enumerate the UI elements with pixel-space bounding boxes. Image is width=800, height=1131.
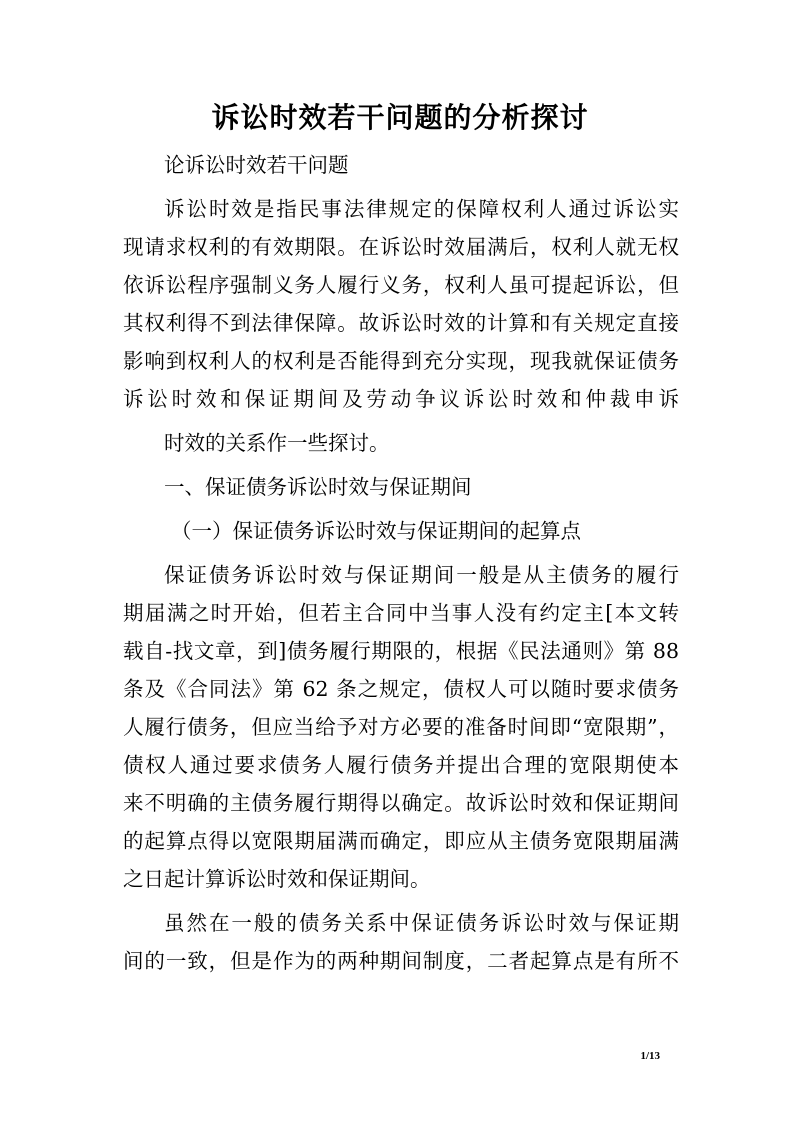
paragraph-line: 之日起计算诉讼时效和保证期间。 bbox=[123, 867, 431, 891]
paragraph-line: 虽然在一般的债务关系中保证债务诉讼时效与保证期 bbox=[164, 911, 679, 935]
document-title: 诉讼时效若干问题的分析探讨 bbox=[211, 101, 589, 134]
paragraph-line: 条及《合同法》第 62 条之规定，债权人可以随时要求债务 bbox=[123, 677, 679, 701]
paragraph-line: 期届满之时开始，但若主合同中当事人没有约定主[本文转 bbox=[123, 601, 679, 625]
document-body bbox=[123, 146, 679, 980]
paragraph-line: 影响到权利人的权利是否能得到充分实现，现我就保证债务 bbox=[123, 349, 679, 373]
paragraph-line: 人履行债务，但应当给予对方必要的准备时间即“宽限期”， bbox=[123, 715, 679, 739]
paragraph-line: 现请求权利的有效期限。在诉讼时效届满后，权利人就无权 bbox=[123, 235, 679, 259]
page-number: 1/13 bbox=[640, 1050, 660, 1062]
paragraph-line: 诉讼时效是指民事法律规定的保障权利人通过诉讼实 bbox=[164, 197, 679, 221]
paragraph-line: 的起算点得以宽限期届满而确定，即应从主债务宽限期届满 bbox=[123, 829, 679, 853]
paragraph-line: 诉讼时效和保证期间及劳动争议诉讼时效和仲裁申诉 bbox=[123, 387, 679, 411]
paragraph-line: 时效的关系作一些探讨。 bbox=[164, 431, 390, 455]
paragraph-line: 载自-找文章，到]债务履行期限的，根据《民法通则》第 88 bbox=[123, 639, 679, 663]
subtitle-line: 论诉讼时效若干问题 bbox=[164, 153, 349, 177]
paragraph-line: 来不明确的主债务履行期得以确定。故诉讼时效和保证期间 bbox=[123, 791, 679, 815]
section-heading: 一、保证债务诉讼时效与保证期间 bbox=[164, 475, 472, 499]
paragraph-line: 间的一致，但是作为的两种期间制度，二者起算点是有所不 bbox=[123, 949, 679, 973]
paragraph-line: 依诉讼程序强制义务人履行义务，权利人虽可提起诉讼，但 bbox=[123, 273, 679, 297]
paragraph-line: 其权利得不到法律保障。故诉讼时效的计算和有关规定直接 bbox=[123, 311, 679, 335]
paragraph-line: 保证债务诉讼时效与保证期间一般是从主债务的履行 bbox=[164, 563, 679, 587]
subsection-heading: （一）保证债务诉讼时效与保证期间的起算点 bbox=[171, 519, 581, 543]
paragraph-line: 债权人通过要求债务人履行债务并提出合理的宽限期使本 bbox=[123, 753, 679, 777]
